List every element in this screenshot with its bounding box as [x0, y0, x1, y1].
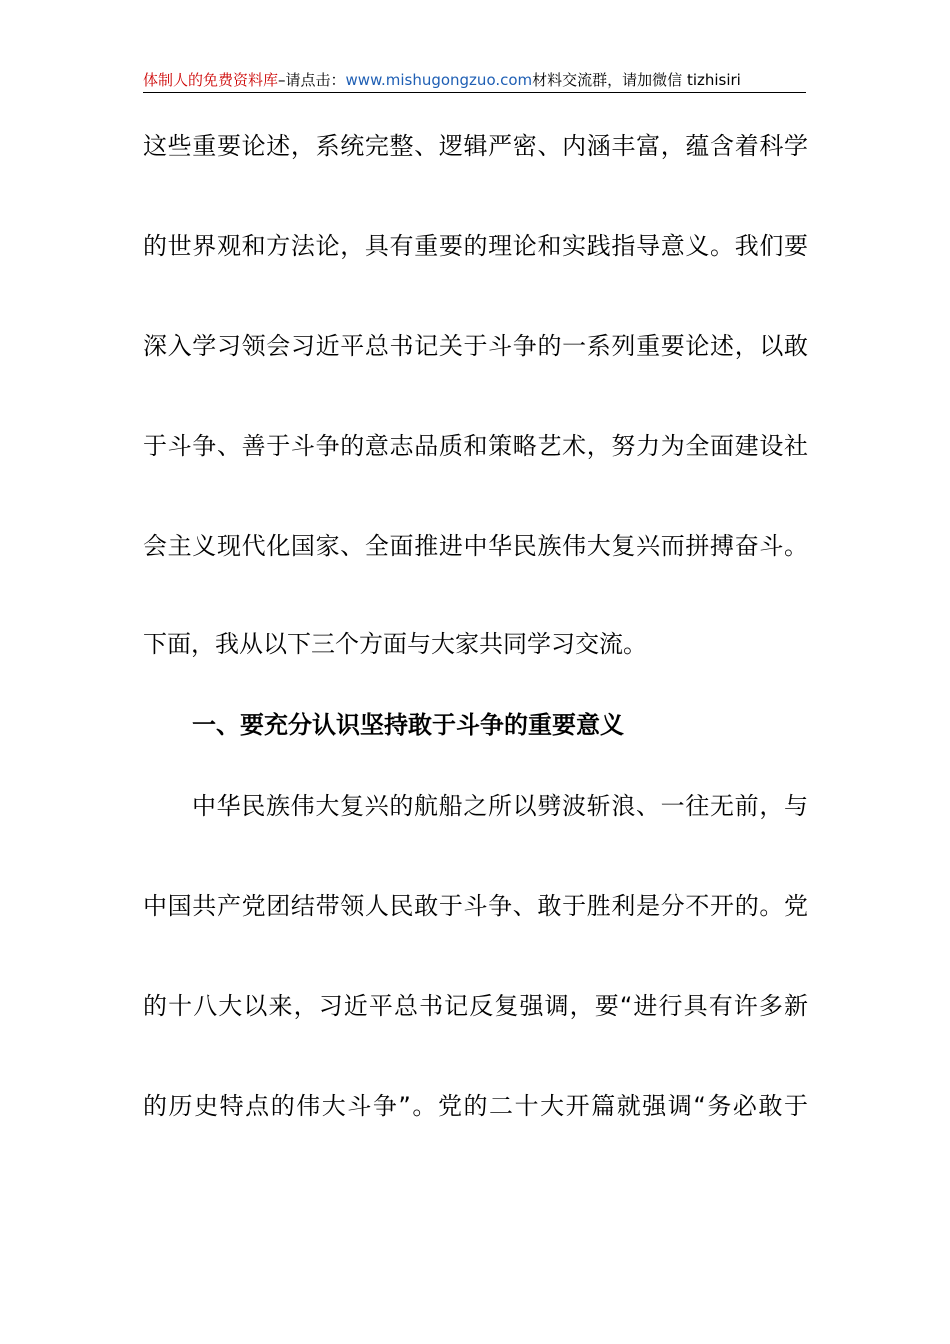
- header-brand: 体制人的免费资料库: [143, 71, 279, 89]
- section-line-1: 中华民族伟大复兴的航船之所以劈波斩浪、一往无前，与: [192, 792, 808, 820]
- header-url-link[interactable]: www.mishugongzuo.com: [345, 71, 533, 89]
- body-line-1: 这些重要论述，系统完整、逻辑严密、内涵丰富，蕴含着科学: [143, 132, 808, 160]
- body-line-3: 深入学习领会习近平总书记关于斗争的一系列重要论述，以敢: [143, 332, 808, 360]
- body-line-2: 的世界观和方法论，具有重要的理论和实践指导意义。我们要: [143, 232, 808, 260]
- section-line-4: 的历史特点的伟大斗争”。党的二十大开篇就强调“务必敢于: [143, 1092, 808, 1120]
- section-line-3: 的十八大以来，习近平总书记反复强调，要“进行具有许多新: [143, 992, 808, 1020]
- body-line-6: 下面，我从以下三个方面与大家共同学习交流。: [143, 630, 647, 658]
- body-line-4: 于斗争、善于斗争的意志品质和策略艺术，努力为全面建设社: [143, 432, 808, 460]
- section-line-2: 中国共产党团结带领人民敢于斗争、敢于胜利是分不开的。党: [143, 892, 808, 920]
- body-line-5: 会主义现代化国家、全面推进中华民族伟大复兴而拼搏奋斗。: [143, 532, 808, 560]
- header-tail: 材料交流群，请加微信 tizhisiri: [532, 71, 741, 89]
- page-header: [143, 68, 806, 93]
- section-heading: 一、要充分认识坚持敢于斗争的重要意义: [192, 711, 624, 739]
- header-separator: –请点击：: [278, 71, 346, 89]
